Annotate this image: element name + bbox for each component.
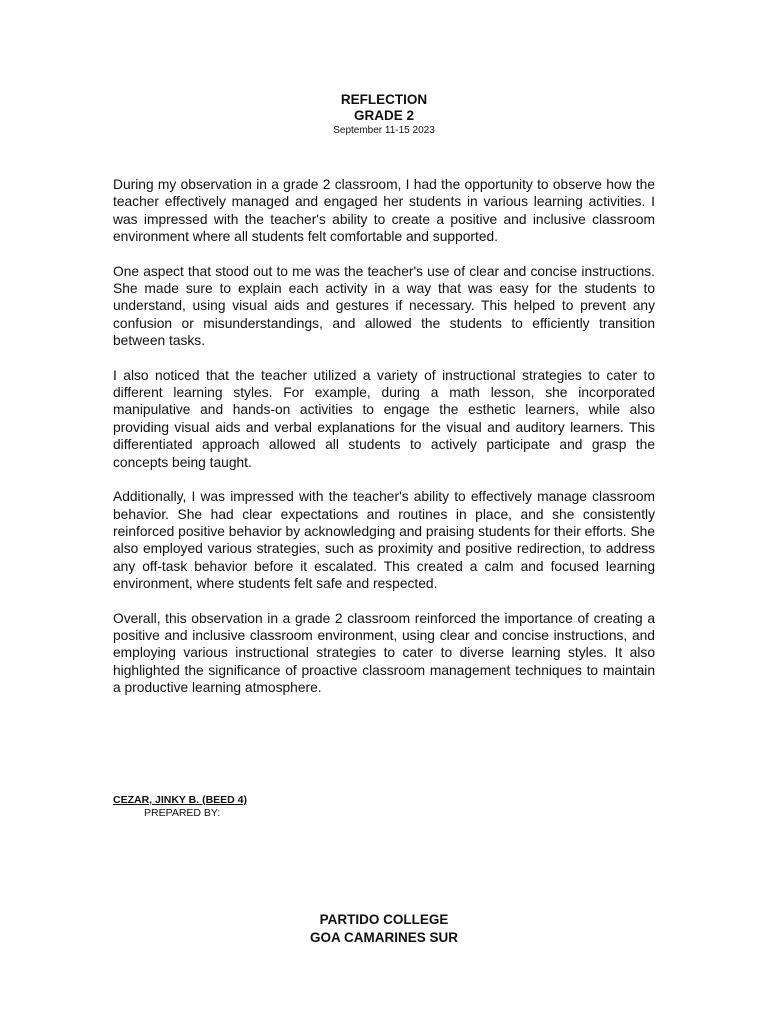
signature-name: CEZAR, JINKY B. (BEED 4) — [113, 794, 247, 806]
prepared-by-label: PREPARED BY: — [144, 807, 221, 819]
footer-institution: PARTIDO COLLEGE — [319, 912, 449, 927]
paragraph-5: Overall, this observation in a grade 2 classroom reinforced the importance of creating a positive and inclusive classroom environment, using clear and concise instructions, and employing various instructional strategies to cater to diverse learning styles. It also highlighted the significance of proactive classroom management techniques to maintain a productive learning atmosphere. — [113, 610, 655, 696]
document-subtitle: GRADE 2 — [353, 108, 414, 123]
footer-location: GOA CAMARINES SUR — [309, 930, 458, 945]
paragraph-3: I also noticed that the teacher utilized a variety of instructional strategies to cater to different learning styles. For example, during a math lesson, she incorporated manipulative and hands-on activities to engage the esthetic learners, while also providing visual aids and verbal explanations for the visual and auditory learners. This differentiated approach allowed all students to actively participate and grasp the concepts being taught. — [113, 367, 655, 470]
paragraph-2: One aspect that stood out to me was the teacher's use of clear and concise instructions. She made sure to explain each activity in a way that was easy for the students to understand, using visual aids and gestures if necessary. This helped to prevent any confusion or misunderstandings, and allowed the students to efficiently transition between tasks. — [113, 263, 655, 349]
paragraph-4: Additionally, I was impressed with the teacher's ability to effectively manage classroom behavior. She had clear expectations and routines in place, and she consistently reinforced positive behavior by acknowledging and praising students for their efforts. She also employed various strategies, such as proximity and positive redirection, to address any off-task behavior before it escalated. This created a calm and focused learning environment, where students felt safe and respected. — [113, 489, 655, 592]
paragraph-1: During my observation in a grade 2 classroom, I had the opportunity to observe how the teacher effectively managed and engaged her students in various learning activities. I was impressed with the teacher's ability to create a positive and inclusive classroom environment where all students felt comfortable and supported. — [113, 177, 655, 245]
document-title: REFLECTION — [340, 92, 428, 107]
document-body — [113, 176, 655, 714]
document-date: September 11-15 2023 — [333, 125, 435, 136]
